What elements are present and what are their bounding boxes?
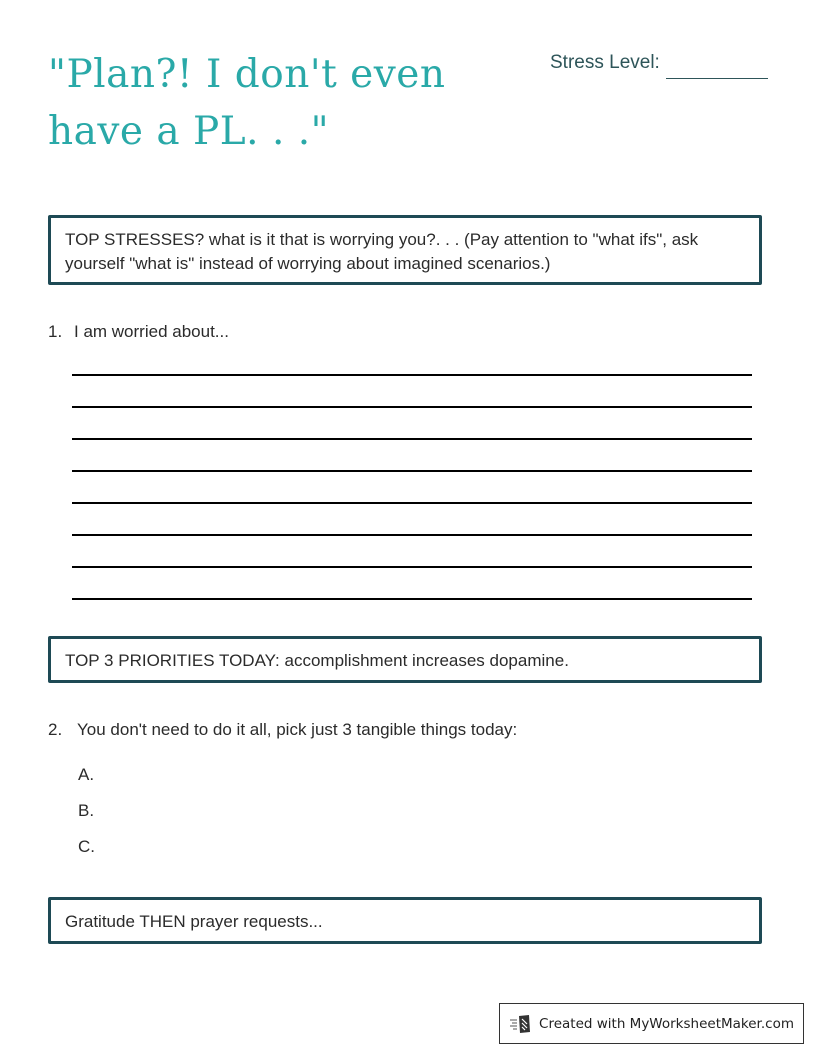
write-line-5[interactable] <box>72 502 752 504</box>
write-line-8[interactable] <box>72 598 752 600</box>
question-1-text: I am worried about... <box>74 322 229 341</box>
gratitude-text: Gratitude THEN prayer requests... <box>65 912 323 931</box>
question-1 <box>48 322 229 342</box>
write-line-3[interactable] <box>72 438 752 440</box>
top-priorities-text: TOP 3 PRIORITIES TODAY: accomplishment increases dopamine. <box>65 651 569 670</box>
question-1-number: 1. <box>48 322 63 341</box>
created-with-badge[interactable] <box>499 1003 804 1044</box>
option-c: C. <box>78 837 95 856</box>
question-2-text: You don't need to do it all, pick just 3 tangible things today: <box>77 720 518 739</box>
write-line-6[interactable] <box>72 534 752 536</box>
stress-level-label: Stress Level: <box>550 52 660 73</box>
stress-level-field[interactable] <box>666 78 768 79</box>
write-line-4[interactable] <box>72 470 752 472</box>
option-a: A. <box>78 765 95 784</box>
top-stresses-box <box>48 215 762 285</box>
top-priorities-box <box>48 636 762 683</box>
write-line-2[interactable] <box>72 406 752 408</box>
question-2 <box>48 720 517 740</box>
page-title: "Plan?! I don't even have a PL. . ." <box>48 52 446 154</box>
worksheet-logo-icon <box>509 1014 533 1034</box>
top-stresses-text: TOP STRESSES? what is it that is worrying you?. . . (Pay attention to "what ifs", ask yourself "what is" instead of worrying about imagined scenarios.) <box>65 230 699 273</box>
write-line-1[interactable] <box>72 374 752 376</box>
question-2-number: 2. <box>48 720 63 739</box>
write-line-7[interactable] <box>72 566 752 568</box>
option-b: B. <box>78 801 95 820</box>
badge-text: Created with MyWorksheetMaker.com <box>539 1015 794 1032</box>
gratitude-box <box>48 897 762 944</box>
